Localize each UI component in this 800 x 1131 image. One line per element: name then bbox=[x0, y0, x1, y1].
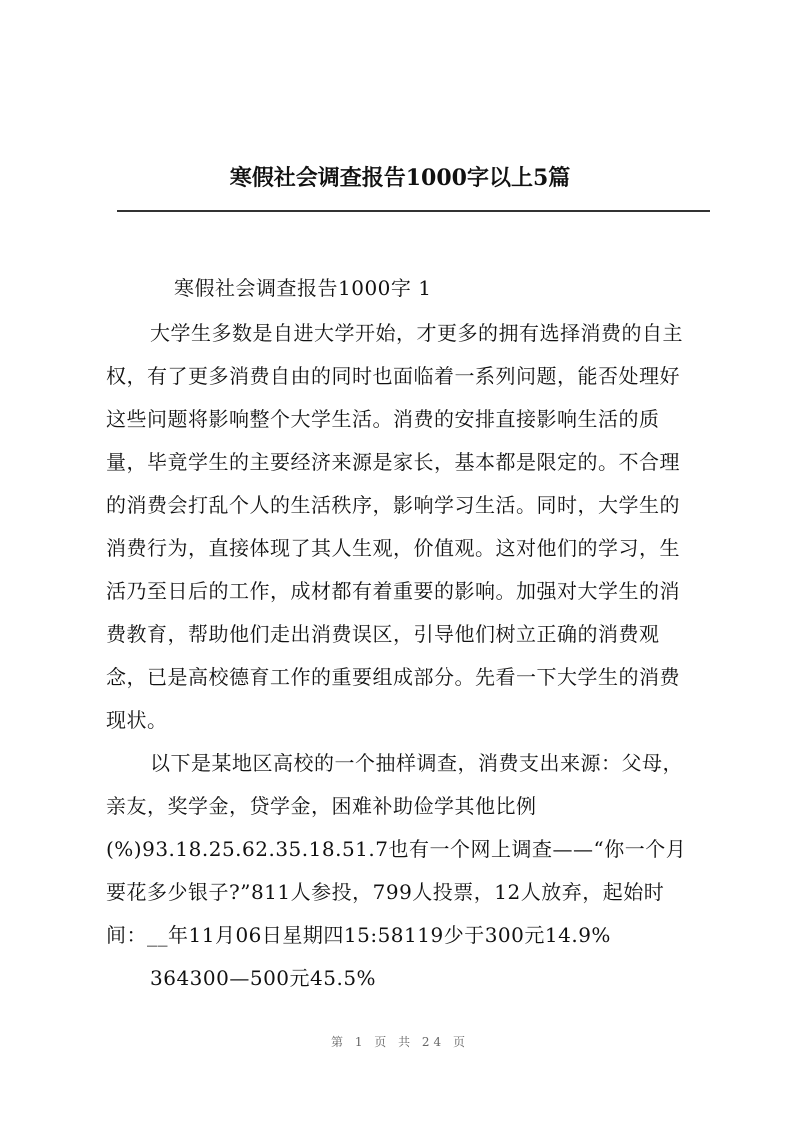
paragraph-line: (%)93.18.25.62.35.18.51.7也有一个网上调查——“你一个月 bbox=[106, 837, 687, 861]
page-footer: 第 1 页 共 24 页 bbox=[331, 1035, 469, 1049]
paragraph-line: 以下是某地区高校的一个抽样调查，消费支出来源：父母， bbox=[150, 751, 683, 775]
paragraph-line: 大学生多数是自进大学开始，才更多的拥有选择消费的自主 bbox=[150, 321, 683, 345]
title-underline bbox=[117, 210, 710, 212]
paragraph-line: 活乃至日后的工作，成材都有着重要的影响。加强对大学生的消 bbox=[106, 579, 680, 603]
paragraph-line: 间：__年11月06日星期四15:58119少于300元14.9% bbox=[106, 923, 611, 947]
paragraph-line: 费教育，帮助他们走出消费误区，引导他们树立正确的消费观 bbox=[106, 622, 660, 646]
paragraph-line: 这些问题将影响整个大学生活。消费的安排直接影响生活的质 bbox=[106, 407, 660, 431]
document-title: 寒假社会调查报告1000字以上5篇 bbox=[229, 165, 571, 191]
paragraph-line: 的消费会打乱个人的生活秩序，影响学习生活。同时，大学生的 bbox=[106, 493, 680, 517]
paragraph-line: 现状。 bbox=[106, 708, 168, 732]
paragraph-line: 量，毕竟学生的主要经济来源是家长，基本都是限定的。不合理 bbox=[106, 450, 680, 474]
paragraph-line: 权，有了更多消费自由的同时也面临着一系列问题，能否处理好 bbox=[106, 364, 680, 388]
paragraph-line: 亲友，奖学金，贷学金，困难补助俭学其他比例 bbox=[106, 794, 537, 818]
section-heading: 寒假社会调查报告1000字 1 bbox=[174, 276, 432, 300]
paragraph-line: 念，已是高校德育工作的重要组成部分。先看一下大学生的消费 bbox=[106, 665, 680, 689]
paragraph-line: 消费行为，直接体现了其人生观，价值观。这对他们的学习，生 bbox=[106, 536, 680, 560]
paragraph-line: 364300—500元45.5% bbox=[150, 966, 377, 990]
paragraph-line: 要花多少银子?”811人参投，799人投票，12人放弃，起始时 bbox=[106, 880, 665, 904]
